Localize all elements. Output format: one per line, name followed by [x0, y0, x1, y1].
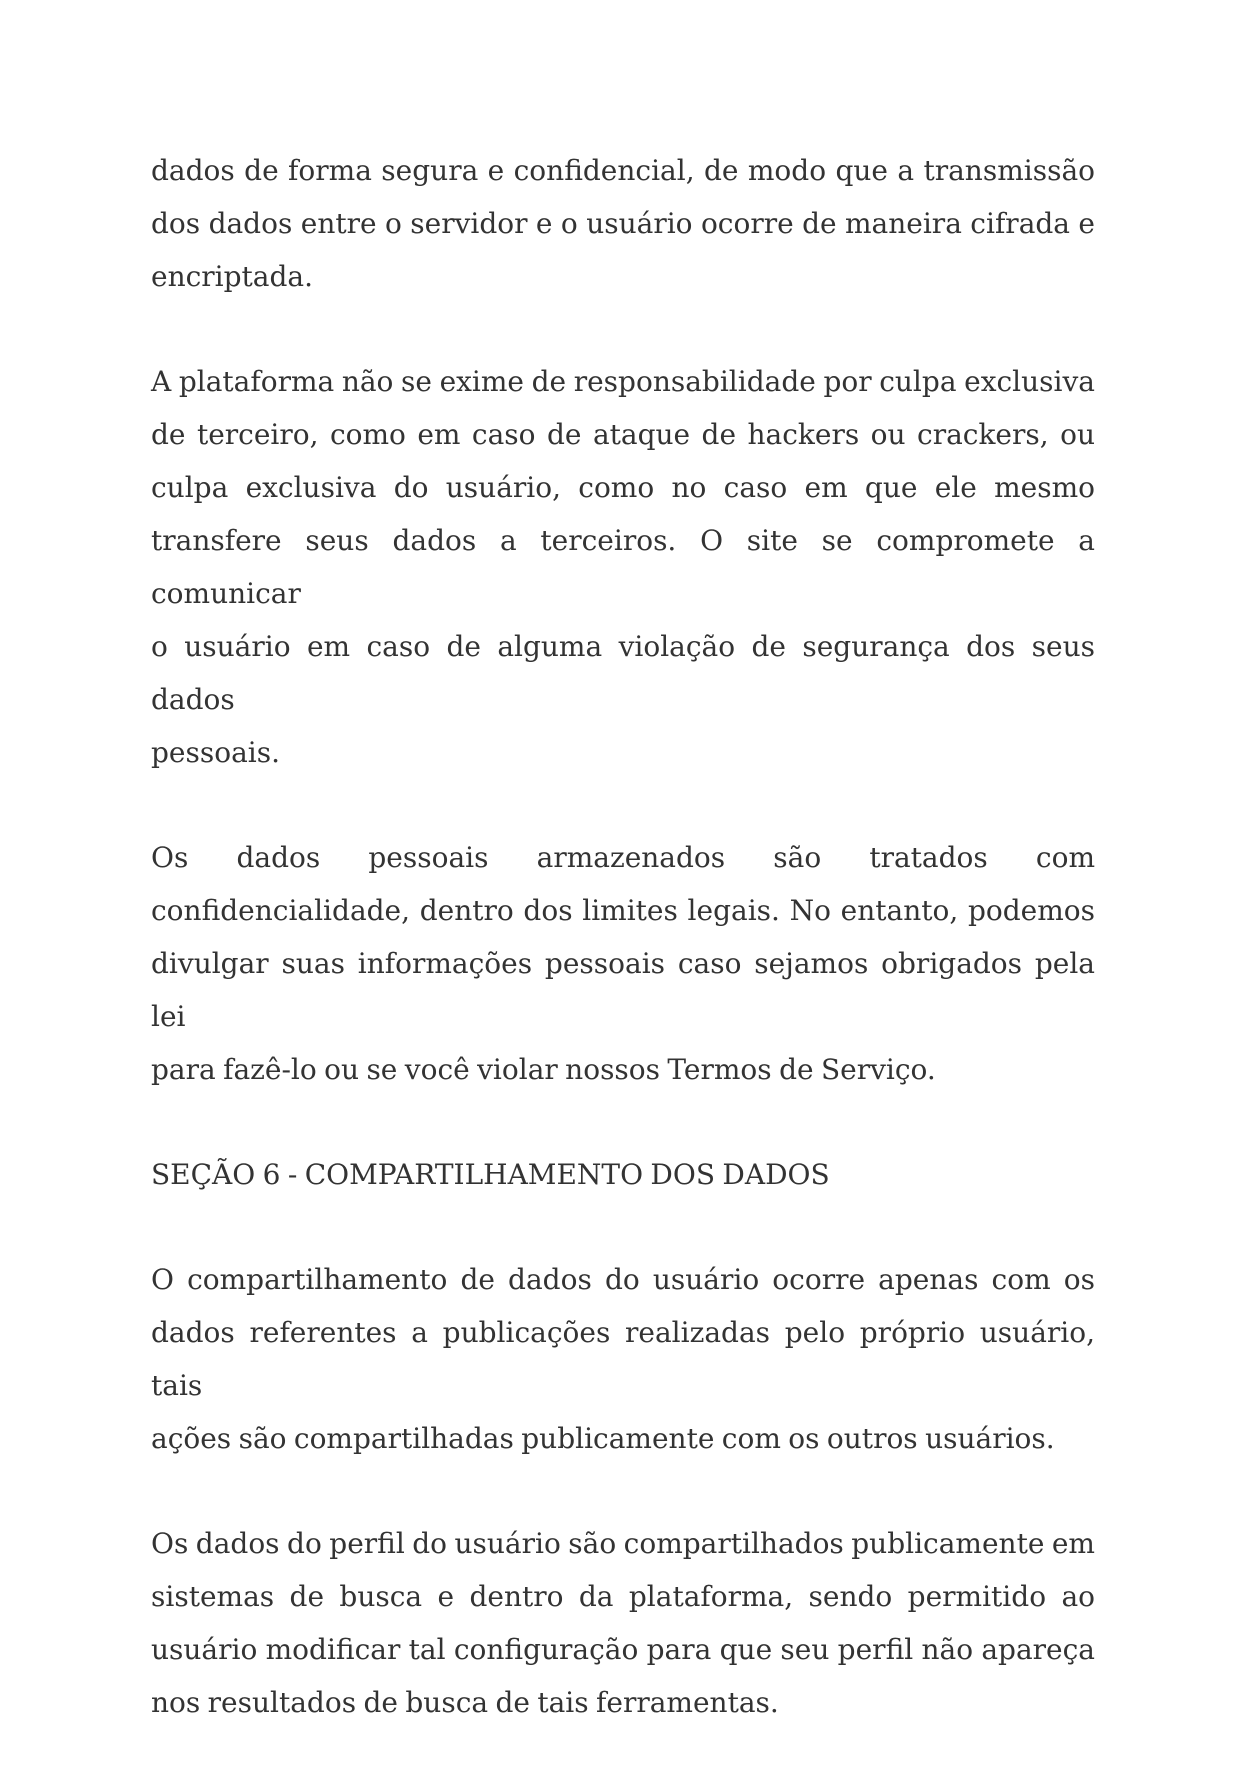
- paragraph-confidentiality: [151, 831, 1095, 1096]
- paragraph-line: o usuário em caso de alguma violação de segurança dos seus dados: [151, 630, 1095, 716]
- paragraph-line: para fazê-lo ou se você violar nossos Termos de Serviço.: [151, 1053, 936, 1086]
- paragraph-line: sistemas de busca e dentro da plataforma, sendo permitido ao: [151, 1580, 1095, 1613]
- paragraph-line: Os dados do perfil do usuário são compartilhados publicamente em: [151, 1527, 1095, 1560]
- paragraph-line: Os dados pessoais armazenados são tratados com: [151, 841, 1095, 874]
- paragraph-line: culpa exclusiva do usuário, como no caso em que ele mesmo: [151, 471, 1095, 504]
- paragraph-profile-visibility: [151, 1517, 1095, 1729]
- section-heading: SEÇÃO 6 - COMPARTILHAMENTO DOS DADOS: [151, 1158, 830, 1191]
- paragraph-line: dados de forma segura e confidencial, de modo que a transmissão: [151, 154, 1095, 187]
- document-body: [151, 144, 1095, 1781]
- paragraph-line: nos resultados de busca de tais ferramentas.: [151, 1686, 779, 1719]
- paragraph-data-security: [151, 144, 1095, 303]
- paragraph-line: de terceiro, como em caso de ataque de hackers ou crackers, ou: [151, 418, 1095, 451]
- paragraph-line: divulgar suas informações pessoais caso sejamos obrigados pela lei: [151, 947, 1095, 1033]
- paragraph-line: pessoais.: [151, 736, 281, 769]
- paragraph-liability: [151, 355, 1095, 779]
- paragraph-line: transfere seus dados a terceiros. O site se compromete a comunicar: [151, 524, 1095, 610]
- paragraph-sharing: [151, 1253, 1095, 1465]
- paragraph-line: dados referentes a publicações realizadas pelo próprio usuário, tais: [151, 1316, 1095, 1402]
- paragraph-line: O compartilhamento de dados do usuário ocorre apenas com os: [151, 1263, 1095, 1296]
- paragraph-line: usuário modificar tal configuração para que seu perfil não apareça: [151, 1633, 1095, 1666]
- paragraph-line: ações são compartilhadas publicamente com os outros usuários.: [151, 1422, 1055, 1455]
- paragraph-line: encriptada.: [151, 260, 314, 293]
- paragraph-line: confidencialidade, dentro dos limites legais. No entanto, podemos: [151, 894, 1095, 927]
- paragraph-line: dos dados entre o servidor e o usuário ocorre de maneira cifrada e: [151, 207, 1095, 240]
- paragraph-line: A plataforma não se exime de responsabilidade por culpa exclusiva: [151, 365, 1095, 398]
